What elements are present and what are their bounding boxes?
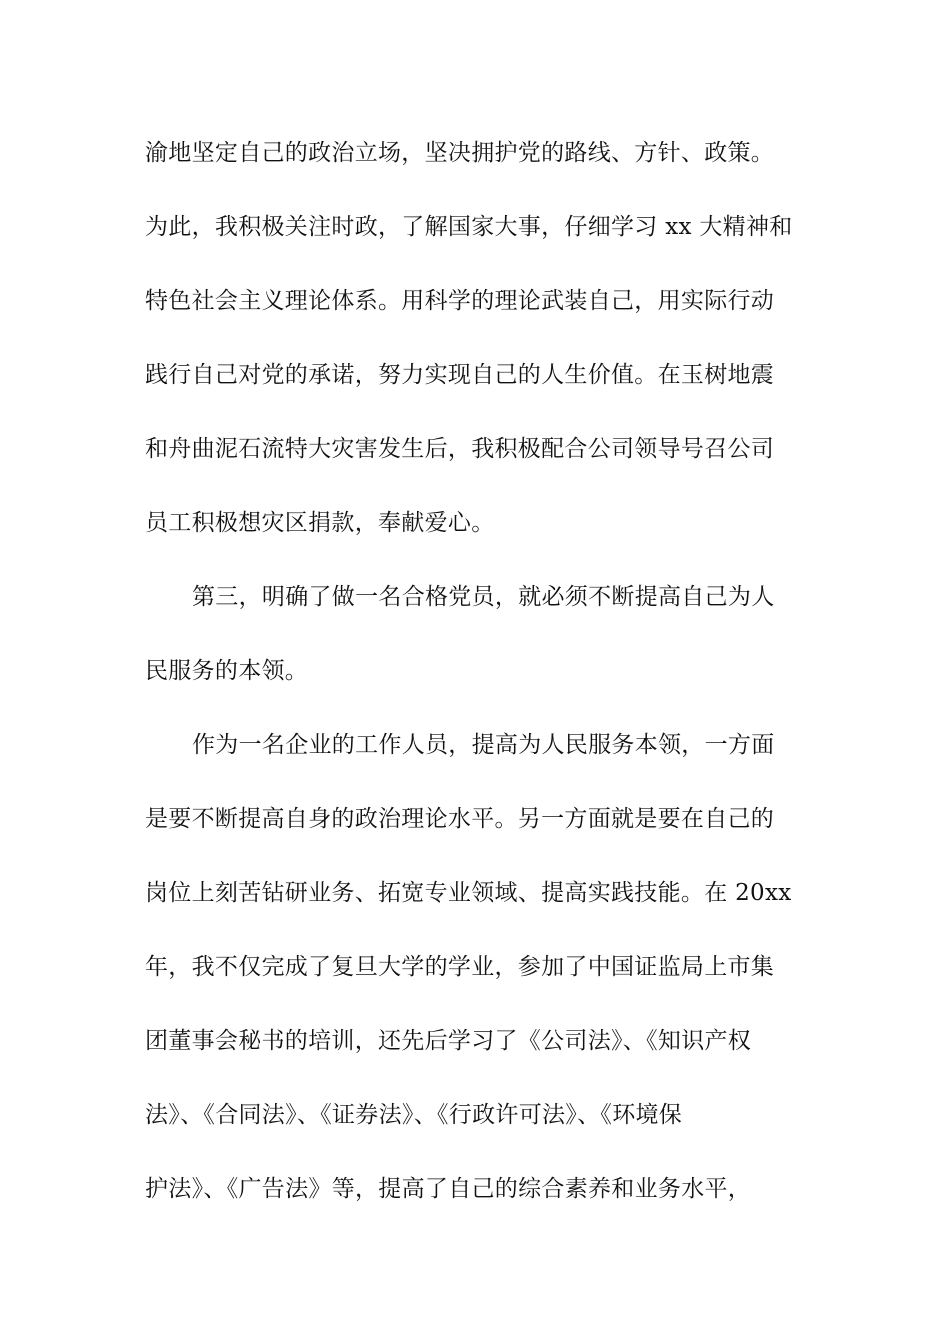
text-line: 护法》、《广告法》等，提高了自己的综合素养和业务水平， (145, 1176, 752, 1202)
text-line: 践行自己对党的承诺，努力实现自己的人生价值。在玉树地震 (145, 362, 775, 388)
text-line: 年，我不仅完成了复旦大学的学业，参加了中国证监局上市集 (145, 954, 775, 980)
text-line: 特色社会主义理论体系。用科学的理论武装自己，用实际行动 (145, 288, 775, 314)
text-line: 渝地坚定自己的政治立场，坚决拥护党的路线、方针、政策。 (145, 140, 775, 166)
text-line: 员工积极想灾区捐款，奉献爱心。 (145, 510, 495, 536)
body-text (145, 128, 809, 1238)
paragraph-start-line: 第三，明确了做一名合格党员，就必须不断提高自己为人 (192, 584, 775, 610)
paragraph-start-line: 作为一名企业的工作人员，提高为人民服务本领，一方面 (192, 732, 775, 758)
text-line: 是要不断提高自身的政治理论水平。另一方面就是要在自己的 (145, 806, 775, 832)
text-line: 为此，我积极关注时政，了解国家大事，仔细学习 xx 大精神和 (145, 214, 793, 240)
text-line: 团董事会秘书的培训，还先后学习了《公司法》、《知识产权 (145, 1028, 752, 1054)
text-line: 岗位上刻苦钻研业务、拓宽专业领域、提高实践技能。在 20xx (145, 880, 792, 906)
text-line: 和舟曲泥石流特大灾害发生后，我积极配合公司领导号召公司 (145, 436, 775, 462)
text-line: 民服务的本领。 (145, 658, 309, 684)
text-line: 法》、《合同法》、《证券法》、《行政许可法》、《环境保 (145, 1102, 683, 1128)
